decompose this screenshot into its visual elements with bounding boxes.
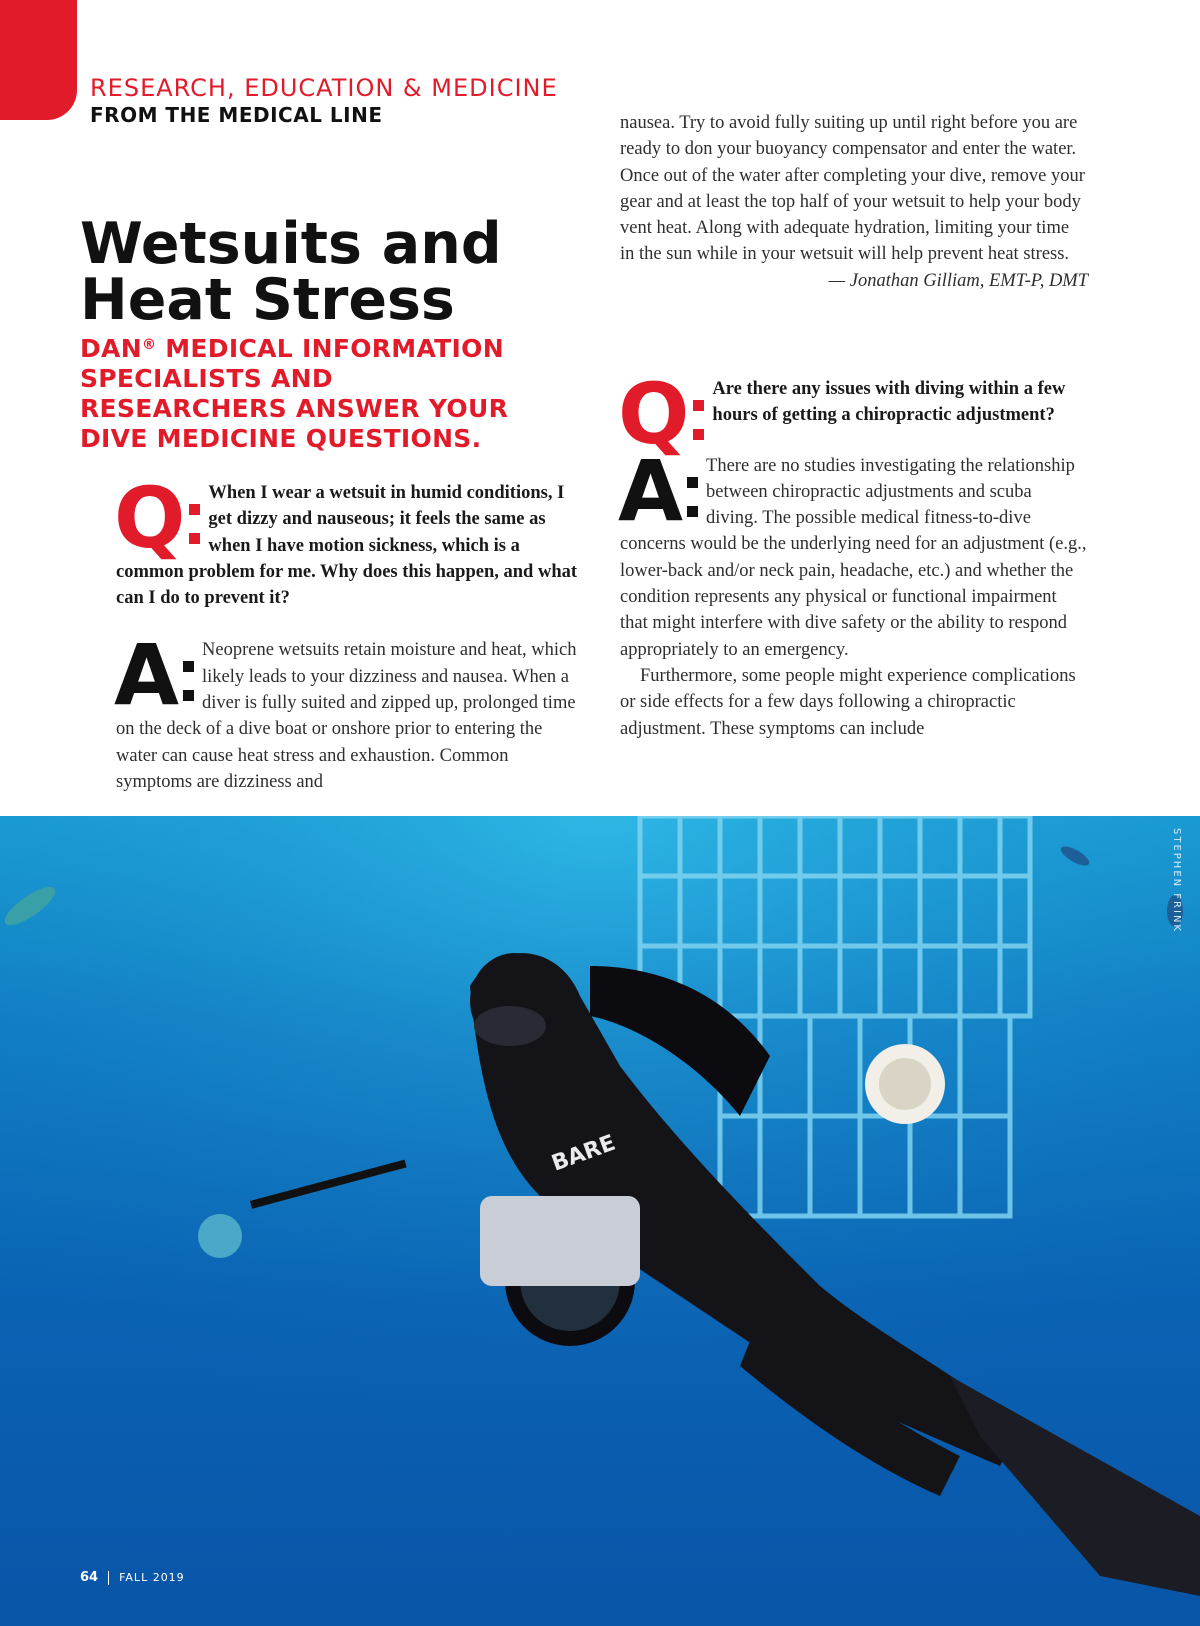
section-label: RESEARCH, EDUCATION & MEDICINE [90, 74, 558, 102]
diver-illustration [0, 816, 1200, 1626]
right-column-continued [620, 110, 1088, 294]
photo-credit: STEPHEN FRINK [1171, 828, 1182, 933]
diver-photo [0, 816, 1200, 1626]
answer-dropcap: A [114, 639, 194, 711]
answer-dropcap: A [618, 455, 698, 527]
article-deck: DAN® MEDICAL INFORMATION SPECIALISTS AND RESEARCHERS ANSWER YOUR DIVE MEDICINE QUESTIONS. [80, 334, 509, 453]
answer-paragraph-1: There are no studies investigating the relationship between chiropractic adjustments and scuba diving. The possible medical fitness-to-dive concerns would be the underlying need for an adjustment (e.g., lower-back and/or neck pain, headache, etc.) and whether the condition represents any physical or functional impairment that might interfere with dive safety or the ability to respond appropriately to an emergency. [620, 455, 1087, 660]
page-footer [80, 1570, 185, 1585]
qa-block-2 [618, 365, 1088, 463]
answer-block-1 [114, 626, 578, 795]
question-text: When I wear a wetsuit in humid conditions, I get dizzy and nauseous; it feels the same as when I have motion sickness, which is a common problem for me. Why does this happen, and what can I do to prevent it? [116, 483, 578, 609]
footer-divider [108, 1571, 109, 1585]
right-column-qa2 [618, 365, 1088, 742]
left-column [114, 469, 578, 795]
question-text: Are there any issues with diving within a few hours of getting a chiropractic adjustment? [712, 379, 1066, 426]
subsection-label: FROM THE MEDICAL LINE [90, 103, 383, 127]
answer-paragraph-2: Furthermore, some people might experience complications or side effects for a few days following a chiropractic adjustment. These symptoms can include [620, 665, 1076, 739]
article-title: Wetsuits and Heat Stress [80, 211, 502, 333]
strobe-light [865, 1044, 945, 1124]
page-number: 64 [80, 1570, 99, 1585]
question-dropcap: Q [114, 482, 200, 554]
wetsuit-brand-mark: BARE [548, 1130, 619, 1177]
question-dropcap: Q [618, 378, 704, 450]
qa-block-1 [114, 469, 578, 611]
issue-label: FALL 2019 [119, 1571, 185, 1584]
answer-continued-text: nausea. Try to avoid fully suiting up until right before you are ready to don your buoyancy compensator and enter the water. Once out of the water after completing your dive, remove your gear and at least the top half of your wetsuit to help your body vent heat. Along with adequate hydration, limiting your time in the sun while in your wetsuit will help prevent heat stress. [620, 113, 1085, 265]
corner-accent-tab [0, 0, 77, 120]
answer-block-2 [618, 441, 1088, 742]
answer-attribution: — Jonathan Gilliam, EMT-P, DMT [828, 270, 1088, 291]
answer-text: Neoprene wetsuits retain moisture and heat, which likely leads to your dizziness and nausea. When a diver is fully suited and zipped up, prolonged time on the deck of a dive boat or onshore prior to entering the water can cause heat stress and exhaustion. Common symptoms are dizziness and [116, 640, 577, 792]
